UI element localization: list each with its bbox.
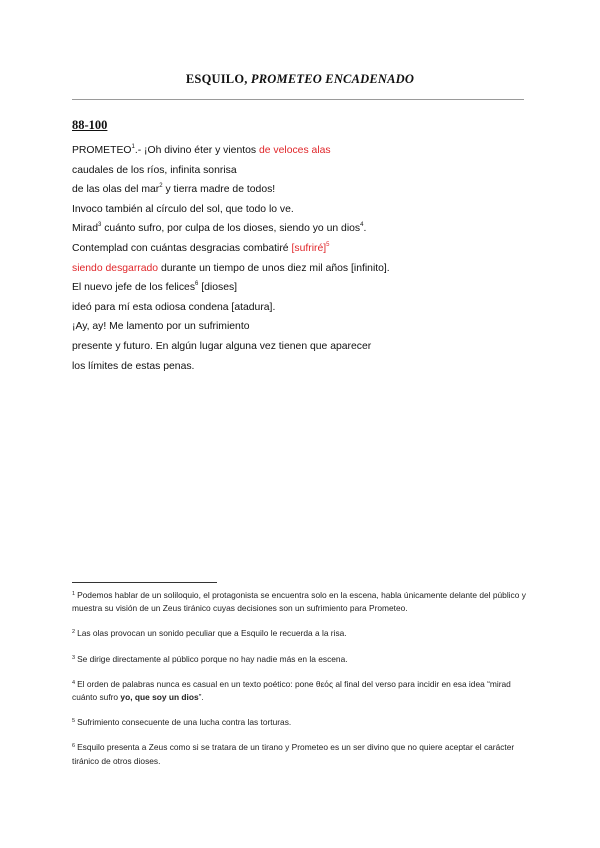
verse-range-label: 88-100 [72, 118, 108, 132]
footnote-text: Sufrimiento consecuente de una lucha contra las torturas. [77, 717, 292, 728]
verse-text: . [363, 223, 367, 235]
verse-text: Mirad [72, 223, 98, 235]
verse-text: ¡Ay, ay! Me lamento por un sufrimiento [72, 321, 250, 333]
title-divider [72, 99, 524, 100]
footnote-text: Las olas provocan un sonido peculiar que a Esquilo le recuerda a la risa. [77, 628, 347, 639]
footnote-number: 4 [72, 679, 76, 686]
verse-text: y tierra madre de todos! [162, 184, 276, 196]
verse-text: Contemplad con cuántas desgracias combatiré [72, 242, 292, 254]
verse-text: de las olas del mar [72, 184, 160, 196]
verse-line-1 [72, 141, 532, 161]
footnote-4 [72, 678, 534, 704]
verse-line-5 [72, 219, 532, 239]
verse-text: El nuevo jefe de los felices [72, 282, 196, 294]
verse-line-3 [72, 180, 532, 200]
footnote-6 [72, 741, 534, 767]
verse-text: .- ¡Oh divino éter y vientos [134, 145, 259, 156]
verse-text: cuánto sufro, por culpa de los dioses, siendo yo un dios [101, 223, 361, 235]
footnote-number: 5 [72, 718, 76, 725]
highlighted-phrase: de veloces alas [258, 145, 331, 156]
footnote-text: Esquilo presenta a Zeus como si se tratara de un tirano y Prometeo es un ser divino que no quiere aceptar el carácter tiránico de otros dioses. [72, 742, 515, 766]
footnote-text: Podemos hablar de un soliloquio, el protagonista se encuentra solo en la escena, habla únicamente delante del público y muestra su visión de un Zeus tiránico cuyas decisiones son un sufrimiento para Prometeo. [72, 590, 526, 614]
verse-text: [dioses] [198, 282, 238, 294]
document-title [0, 72, 600, 87]
footnote-ref-4: 4 [360, 222, 364, 229]
footnote-3 [72, 653, 534, 666]
footnote-ref-1: 1 [131, 144, 135, 150]
verse-line-11 [72, 337, 532, 357]
footnote-separator [72, 582, 217, 583]
footnote-emphasis: yo, que soy un dios [120, 692, 199, 703]
footnote-5 [72, 716, 534, 729]
verse-text: durante un tiempo de unos diez mil años [infinito]. [158, 262, 390, 274]
verse-text: caudales de los ríos, infinita sonrisa [72, 164, 237, 176]
verse-text: PROMETEO [72, 145, 132, 156]
highlighted-phrase: siendo desgarrado [72, 262, 159, 274]
footnote-number: 3 [72, 654, 76, 661]
verse-line-12 [72, 357, 532, 377]
verse-line-8 [72, 278, 532, 298]
footnote-ref-5: 5 [326, 241, 330, 248]
footnote-number: 2 [72, 629, 76, 636]
footnote-ref-3: 3 [97, 222, 102, 229]
verse-text: Invoco también al círculo del sol, que todo lo ve. [72, 203, 294, 215]
highlighted-phrase: [sufriré] [291, 242, 327, 254]
verse-text: los límites de estas penas. [72, 360, 195, 372]
footnote-text: ”. [198, 692, 204, 703]
verse-line-2 [72, 161, 532, 181]
footnote-ref-6: 6 [195, 281, 199, 288]
footnote-ref-2: 2 [159, 183, 163, 190]
footnote-number: 6 [72, 743, 76, 750]
footnote-number: 1 [72, 591, 76, 597]
footnote-text: Se dirige directamente al público porque no hay nadie más en la escena. [77, 653, 348, 664]
verse-block [72, 141, 532, 376]
footnotes [72, 589, 534, 780]
verse-line-10 [72, 317, 532, 337]
verse-line-6 [72, 239, 532, 259]
verse-text: ideó para mí esta odiosa condena [atadura]. [72, 301, 276, 313]
verse-line-4 [72, 200, 532, 220]
verse-line-9 [72, 298, 532, 318]
footnote-2 [72, 627, 534, 640]
footnote-1 [72, 589, 534, 615]
verse-text: presente y futuro. En algún lugar alguna vez tienen que aparecer [72, 340, 372, 352]
verse-line-7 [72, 259, 532, 279]
title-author: ESQUILO, [185, 72, 251, 86]
footnote-text: El orden de palabras nunca es casual en un texto poético: pone θεός al final del verso para incidir en esa idea “mirad cuánto sufro [72, 678, 511, 703]
title-work: PROMETEO ENCADENADO [250, 72, 415, 86]
